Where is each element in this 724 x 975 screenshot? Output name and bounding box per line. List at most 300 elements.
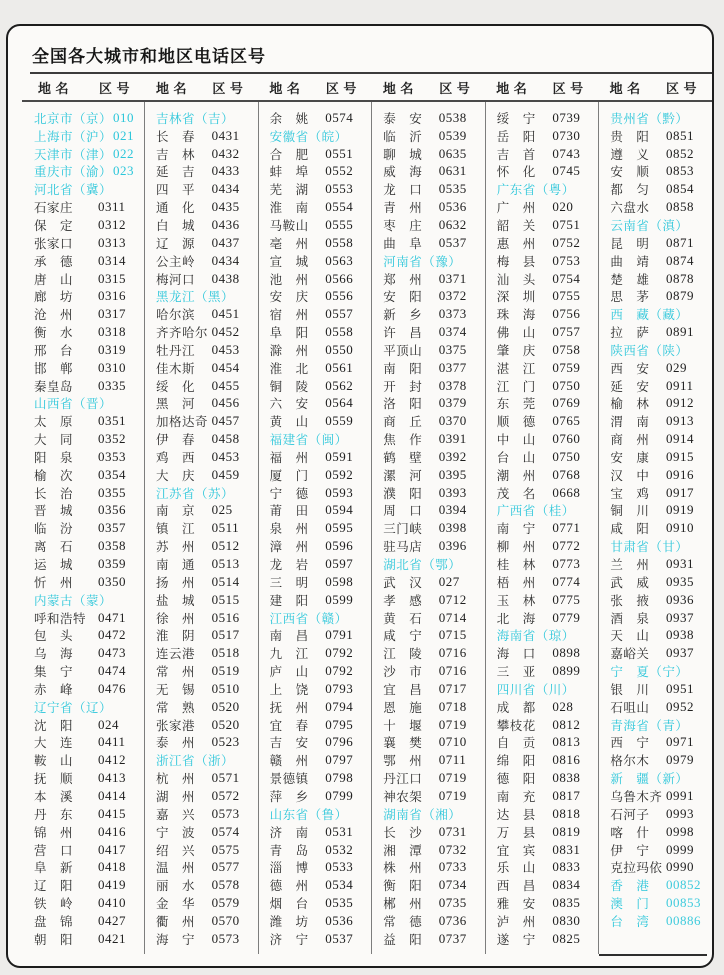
table-row: [156, 841, 256, 859]
place-name: 漳 州: [269, 539, 309, 555]
table-row: [270, 680, 370, 698]
place-name: 沧 州: [34, 307, 74, 323]
table-row: [34, 626, 142, 644]
place-name: 宜 昌: [383, 681, 423, 697]
table-row: [610, 698, 710, 716]
area-code: 0798: [325, 770, 354, 786]
area-code: 0574: [211, 823, 240, 839]
area-code: 0358: [98, 538, 126, 554]
place-name: 咸 宁: [383, 628, 423, 644]
place-name: 嘉峪关: [610, 646, 650, 662]
column-header-group: [8, 78, 145, 97]
area-code: 0434: [211, 252, 240, 268]
place-name: 潮 州: [496, 467, 536, 483]
place-name: 威 海: [383, 164, 423, 180]
area-code: 0851: [665, 127, 694, 143]
table-row: [270, 109, 370, 127]
table-row: [383, 395, 483, 413]
area-code: 0631: [438, 163, 467, 179]
place-name: 驻马店: [383, 539, 423, 555]
area-code: 0357: [98, 520, 126, 536]
area-code: 0558: [325, 324, 354, 340]
column-header-group: [599, 78, 712, 97]
area-code: 0971: [665, 734, 694, 750]
area-code: 0597: [325, 556, 354, 572]
table-row: [156, 912, 256, 930]
area-code: 0510: [211, 680, 240, 696]
place-name: 玉 林: [496, 592, 536, 608]
table-row: [610, 626, 710, 644]
area-code: 0459: [211, 466, 240, 482]
table-row: [497, 395, 597, 413]
table-row: [156, 519, 256, 537]
table-row: [497, 198, 597, 216]
place-name: 福 州: [269, 449, 309, 465]
place-name: 淮 阴: [156, 628, 196, 644]
table-row: [610, 198, 710, 216]
table-row: [270, 823, 370, 841]
table-row: [270, 287, 370, 305]
area-code: 0753: [552, 252, 581, 268]
place-name: 濮 阳: [383, 485, 423, 501]
area-code: 0757: [552, 324, 581, 340]
table-row: [383, 180, 483, 198]
province-header-row: [497, 626, 597, 644]
table-row: [497, 484, 597, 502]
place-name: 合 肥: [269, 146, 309, 162]
province-header-row: [156, 287, 256, 305]
area-code: 0716: [438, 663, 467, 679]
table-row: [497, 930, 597, 948]
table-column: [372, 102, 486, 954]
place-name: 丽 水: [156, 878, 196, 894]
place-name: 曲 靖: [610, 253, 650, 269]
table-row: [610, 145, 710, 163]
place-name: 景德镇: [269, 771, 309, 787]
area-code: 0717: [438, 680, 467, 696]
province-header-row: [383, 252, 483, 270]
table-row: [383, 858, 483, 876]
place-name: 深 圳: [496, 289, 536, 305]
place-name: 内蒙古（蒙）: [34, 592, 113, 608]
place-name: 晋 城: [34, 503, 74, 519]
table-row: [270, 591, 370, 609]
table-row: [610, 252, 710, 270]
area-code: 0394: [438, 502, 467, 518]
province-header-row: [34, 698, 142, 716]
table-row: [34, 662, 142, 680]
province-header-row: [156, 109, 256, 127]
place-name: 曲 阜: [383, 235, 423, 251]
area-code: 0572: [211, 787, 240, 803]
table-row: [270, 466, 370, 484]
place-name: 浙江省（浙）: [156, 753, 235, 769]
table-row: [383, 430, 483, 448]
table-row: [270, 573, 370, 591]
place-name: 常 熟: [156, 699, 196, 715]
place-name: 丹 东: [34, 806, 74, 822]
table-row: [497, 609, 597, 627]
area-code: 0437: [211, 234, 240, 250]
table-column: [8, 102, 145, 954]
table-row: [34, 537, 142, 555]
place-name: 西 藏（藏）: [610, 307, 689, 323]
table-row: [156, 252, 256, 270]
area-code: 0455: [211, 377, 240, 393]
area-code: 0566: [325, 270, 354, 286]
table-row: [497, 894, 597, 912]
table-row: [156, 412, 256, 430]
table-row: [270, 644, 370, 662]
area-code: 0912: [665, 395, 694, 411]
place-name: 咸 阳: [610, 521, 650, 537]
table-row: [610, 751, 710, 769]
area-code: 0779: [552, 609, 581, 625]
area-code: 0561: [325, 359, 354, 375]
place-name: 乐 山: [496, 860, 536, 876]
area-code: 0936: [665, 591, 694, 607]
table-row: [34, 644, 142, 662]
place-name: 三门峡: [383, 521, 423, 537]
table-row: [156, 198, 256, 216]
table-row: [270, 216, 370, 234]
table-row: [270, 180, 370, 198]
place-name: 南 宁: [496, 521, 536, 537]
place-name: 香 港: [610, 878, 650, 894]
place-name: 辽宁省（辽）: [34, 699, 113, 715]
table-row: [34, 163, 142, 181]
area-code: 0878: [665, 270, 694, 286]
area-code: 0759: [552, 359, 581, 375]
area-code: 0432: [211, 145, 240, 161]
table-row: [497, 698, 597, 716]
table-row: [156, 127, 256, 145]
area-code: 0351: [98, 413, 126, 429]
place-name: 绵 阳: [496, 753, 536, 769]
table-row: [497, 341, 597, 359]
table-row: [156, 787, 256, 805]
table-row: [270, 876, 370, 894]
table-row: [270, 751, 370, 769]
area-code: 0562: [325, 377, 354, 393]
table-row: [497, 716, 597, 734]
table-row: [383, 502, 483, 520]
area-code: 0519: [211, 663, 240, 679]
area-code: 0775: [552, 591, 581, 607]
place-name: 江苏省（苏）: [156, 485, 235, 501]
table-row: [156, 680, 256, 698]
area-code: 0434: [211, 181, 240, 197]
area-code: 0769: [552, 395, 581, 411]
area-code: 0356: [98, 502, 126, 518]
place-name: 淮 北: [269, 360, 309, 376]
place-name: 公主岭: [156, 253, 196, 269]
area-code: 0598: [325, 573, 354, 589]
place-name: 朝 阳: [34, 931, 74, 947]
place-name: 长 治: [34, 485, 74, 501]
table-row: [610, 519, 710, 537]
province-header-row: [34, 180, 142, 198]
table-row: [610, 787, 710, 805]
table-row: [34, 484, 142, 502]
table-row: [34, 751, 142, 769]
area-code: 0474: [98, 663, 126, 679]
table-row: [497, 145, 597, 163]
province-header-row: [270, 609, 370, 627]
table-row: [383, 876, 483, 894]
area-code: 0732: [438, 841, 467, 857]
table-row: [270, 359, 370, 377]
place-name: 韶 关: [496, 217, 536, 233]
area-code: 0871: [665, 234, 694, 250]
table-row: [34, 787, 142, 805]
table-row: [270, 858, 370, 876]
area-code: 0916: [665, 466, 694, 482]
table-row: [34, 198, 142, 216]
table-row: [383, 305, 483, 323]
area-code: 0411: [98, 734, 126, 750]
place-name: 张 掖: [610, 592, 650, 608]
table-row: [34, 127, 142, 145]
table-row: [610, 858, 710, 876]
area-code: 0476: [98, 680, 126, 696]
area-code: 0919: [665, 502, 694, 518]
table-row: [497, 466, 597, 484]
table-row: [497, 412, 597, 430]
place-name: 伊 春: [156, 432, 196, 448]
table-row: [610, 287, 710, 305]
place-name: 镇 江: [156, 521, 196, 537]
table-row: [610, 644, 710, 662]
area-code: 0874: [665, 252, 694, 268]
area-code-header: 区 号: [552, 81, 584, 97]
place-name: 邯 郸: [34, 360, 74, 376]
province-header-row: [610, 537, 710, 555]
place-name: 榆 林: [610, 396, 650, 412]
table-row: [497, 537, 597, 555]
area-code: 0571: [211, 770, 240, 786]
table-row: [34, 341, 142, 359]
place-name: 沙 市: [383, 664, 423, 680]
table-row: [383, 680, 483, 698]
area-code: 0899: [552, 663, 581, 679]
place-name: 梅 县: [496, 253, 536, 269]
area-code: 0534: [325, 877, 354, 893]
place-name: 贵州省（黔）: [610, 110, 689, 126]
place-name: 陕西省（陕）: [610, 342, 689, 358]
area-code: 0573: [211, 805, 240, 821]
area-code: 0716: [438, 645, 467, 661]
table-row: [156, 930, 256, 948]
table-row: [34, 109, 142, 127]
area-code: 0993: [665, 805, 694, 821]
place-name: 白 城: [156, 217, 196, 233]
province-header-row: [270, 127, 370, 145]
table-row: [383, 412, 483, 430]
place-name: 台 湾: [610, 913, 650, 929]
table-row: [156, 698, 256, 716]
table-row: [34, 734, 142, 752]
area-code: 0564: [325, 395, 354, 411]
place-name: 南 阳: [383, 360, 423, 376]
place-name: 庐 山: [269, 664, 309, 680]
table-row: [270, 502, 370, 520]
area-code: 0999: [665, 841, 694, 857]
area-code: 0570: [211, 912, 240, 928]
place-name: 常 德: [383, 913, 423, 929]
table-row: [383, 626, 483, 644]
table-row: [383, 841, 483, 859]
table-row: [497, 805, 597, 823]
area-code: 0559: [325, 413, 354, 429]
table-row: [497, 448, 597, 466]
place-name: 中 山: [496, 432, 536, 448]
place-name: 马鞍山: [269, 217, 309, 233]
area-code: 0533: [325, 859, 354, 875]
place-name: 台 山: [496, 449, 536, 465]
place-name: 海 口: [496, 646, 536, 662]
table-row: [383, 698, 483, 716]
area-code: 0737: [438, 930, 467, 946]
area-code: 0635: [438, 145, 467, 161]
area-code-header: 区 号: [212, 81, 243, 97]
area-code: 0371: [438, 270, 467, 286]
province-header-row: [270, 430, 370, 448]
place-name: 渭 南: [610, 414, 650, 430]
area-code: 0825: [552, 930, 581, 946]
place-name: 武 汉: [383, 574, 423, 590]
place-name: 西 安: [610, 360, 650, 376]
place-name: 济 宁: [269, 931, 309, 947]
area-code: 0991: [665, 787, 694, 803]
place-name: 宜 宾: [496, 842, 536, 858]
area-code: 0718: [438, 698, 467, 714]
table-row: [156, 502, 256, 520]
table-row: [156, 466, 256, 484]
area-code: 0743: [552, 145, 581, 161]
place-name: 青海省（青）: [610, 717, 689, 733]
area-code: 0335: [98, 377, 126, 393]
place-name: 鞍 山: [34, 753, 74, 769]
place-name: 杭 州: [156, 771, 196, 787]
place-name: 珠 海: [496, 307, 536, 323]
place-name: 衡 阳: [383, 878, 423, 894]
place-name-header: 地 名: [269, 81, 300, 97]
place-name-header: 地 名: [496, 81, 527, 97]
area-code: 0768: [552, 466, 581, 482]
area-code: 0577: [211, 859, 240, 875]
place-name: 宿 州: [269, 307, 309, 323]
table-row: [156, 395, 256, 413]
table-row: [34, 858, 142, 876]
place-name: 新 乡: [383, 307, 423, 323]
area-code: 025: [211, 502, 233, 518]
place-name: 岳 阳: [496, 128, 536, 144]
place-name: 天津市（津）: [34, 146, 113, 162]
area-code: 0435: [211, 199, 240, 215]
area-code: 0755: [552, 288, 581, 304]
place-name: 山东省（鲁）: [269, 806, 348, 822]
place-name: 茂 名: [496, 485, 536, 501]
area-code: 0998: [665, 823, 694, 839]
area-code: 021: [113, 127, 135, 143]
area-code: 0853: [665, 163, 694, 179]
table-row: [383, 234, 483, 252]
place-name: 淮 南: [269, 200, 309, 216]
table-row: [497, 377, 597, 395]
table-row: [34, 716, 142, 734]
place-name: 汉 中: [610, 467, 650, 483]
place-name: 格尔木: [610, 753, 650, 769]
table-row: [34, 805, 142, 823]
table-row: [497, 751, 597, 769]
place-name: 余 姚: [269, 110, 309, 126]
place-name: 九 江: [269, 646, 309, 662]
province-header-row: [156, 484, 256, 502]
area-code: 0854: [665, 181, 694, 197]
table-row: [270, 145, 370, 163]
place-name: 梅河口: [156, 271, 196, 287]
place-name: 离 石: [34, 539, 74, 555]
place-name: 江 门: [496, 378, 536, 394]
table-row: [156, 609, 256, 627]
area-code: 0819: [552, 823, 581, 839]
area-code: 0458: [211, 431, 240, 447]
table-row: [34, 841, 142, 859]
area-code: 0553: [325, 181, 354, 197]
table-row: [383, 519, 483, 537]
area-code: 0317: [98, 306, 126, 322]
table-row: [497, 305, 597, 323]
area-code: 0771: [552, 520, 581, 536]
area-code: 0931: [665, 556, 694, 572]
place-name: 张家口: [34, 235, 74, 251]
table-row: [610, 127, 710, 145]
area-code: 0532: [325, 841, 354, 857]
table-row: [383, 823, 483, 841]
area-code: 0359: [98, 556, 126, 572]
area-code: 0473: [98, 645, 126, 661]
place-name: 齐齐哈尔: [156, 325, 209, 341]
area-code: 0536: [438, 199, 467, 215]
area-code: 0898: [552, 645, 581, 661]
table-row: [156, 573, 256, 591]
place-name: 延 安: [610, 378, 650, 394]
last-column-end-rule: [599, 954, 707, 956]
area-code: 0594: [325, 502, 354, 518]
table-row: [610, 448, 710, 466]
area-code: 0813: [552, 734, 581, 750]
table-row: [34, 252, 142, 270]
place-name: 连云港: [156, 646, 196, 662]
table-row: [383, 591, 483, 609]
area-code: 0879: [665, 288, 694, 304]
place-name: 泸 州: [496, 913, 536, 929]
place-name: 太 原: [34, 414, 74, 430]
table-row: [34, 305, 142, 323]
area-code: 0913: [665, 413, 694, 429]
table-row: [34, 609, 142, 627]
place-name: 安 庆: [269, 289, 309, 305]
table-row: [497, 591, 597, 609]
area-code: 0760: [552, 431, 581, 447]
place-name: 湘 潭: [383, 842, 423, 858]
area-code: 0523: [211, 734, 240, 750]
province-header-row: [610, 216, 710, 234]
table-row: [156, 234, 256, 252]
place-name: 牡丹江: [156, 342, 196, 358]
area-code: 027: [438, 573, 460, 589]
